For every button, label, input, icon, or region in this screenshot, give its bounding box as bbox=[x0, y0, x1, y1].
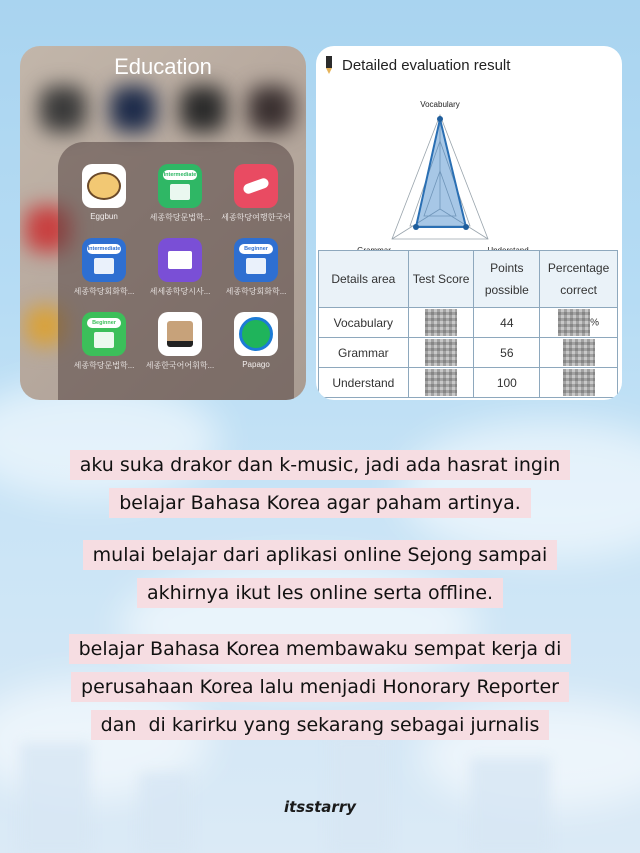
test-score-cell bbox=[408, 308, 474, 338]
percentage-cell bbox=[540, 368, 618, 398]
pencil-icon bbox=[324, 56, 334, 74]
evaluation-result-card bbox=[316, 46, 622, 400]
app-glyph bbox=[87, 172, 121, 200]
area-cell: Grammar bbox=[319, 338, 409, 368]
paragraph-1-text: aku suka drakor dan k-music, jadi ada hasrat ingin belajar Bahasa Korea agar paham artinya. bbox=[70, 450, 571, 518]
test-score-cell bbox=[408, 338, 474, 368]
app-item[interactable] bbox=[68, 312, 140, 371]
evaluation-table bbox=[318, 250, 618, 398]
app-glyph bbox=[242, 177, 270, 195]
app-item[interactable] bbox=[144, 238, 216, 297]
paragraph-3-text: belajar Bahasa Korea membawaku sempat kerja di perusahaan Korea lalu menjadi Honorary Reporter dan di karirku yang sekarang sebagai jurnalis bbox=[69, 634, 572, 740]
paragraph-1 bbox=[0, 446, 640, 522]
author-signature: itsstarry bbox=[283, 798, 357, 816]
app-item[interactable] bbox=[68, 238, 140, 297]
app-label: 세종학당문법학... bbox=[73, 361, 135, 370]
radar-label-vocabulary: Vocabulary bbox=[420, 100, 460, 109]
app-label: Papago bbox=[242, 360, 270, 369]
pixelated-percentage bbox=[563, 339, 595, 366]
test-score-cell bbox=[408, 368, 474, 398]
pixelated-score bbox=[425, 309, 457, 336]
blurred-app-icon bbox=[180, 86, 226, 132]
radar-point-understand bbox=[463, 224, 469, 230]
percentage-cell bbox=[540, 338, 618, 368]
sejong-news-icon bbox=[158, 238, 202, 282]
blurred-app-icon bbox=[40, 86, 86, 132]
sejong-grammar-beginner-icon bbox=[82, 312, 126, 356]
level-badge: Beginner bbox=[239, 244, 273, 254]
evaluation-header bbox=[324, 56, 510, 74]
col-percentage-correct: Percentage correct bbox=[540, 251, 618, 308]
app-label: 세종학당회화학... bbox=[73, 287, 135, 296]
sejong-grammar-intermediate-icon bbox=[158, 164, 202, 208]
building-silhouette bbox=[330, 733, 390, 853]
eggbun-icon bbox=[82, 164, 126, 208]
percent-suffix: % bbox=[590, 317, 600, 329]
points-possible-cell: 100 bbox=[474, 368, 540, 398]
sejong-travel-icon bbox=[234, 164, 278, 208]
app-item[interactable] bbox=[220, 164, 292, 223]
document-glyph bbox=[94, 258, 114, 274]
app-glyph bbox=[167, 321, 193, 347]
app-label: 세종학당문법학... bbox=[149, 213, 211, 222]
table-row bbox=[319, 338, 618, 368]
points-possible-cell: 56 bbox=[474, 338, 540, 368]
folder-panel bbox=[58, 142, 294, 400]
app-label: 세종학당회화학... bbox=[225, 287, 287, 296]
app-label: 세종학당여행한국어 bbox=[221, 213, 291, 222]
pixelated-percentage bbox=[558, 309, 590, 336]
paragraph-3 bbox=[0, 630, 640, 744]
level-badge: Intermediate bbox=[87, 246, 121, 252]
app-item[interactable] bbox=[220, 238, 292, 297]
app-folder-screenshot bbox=[20, 46, 306, 400]
table-row bbox=[319, 308, 618, 338]
paragraph-2 bbox=[0, 536, 640, 612]
app-label: Eggbun bbox=[90, 212, 118, 221]
area-cell: Understand bbox=[319, 368, 409, 398]
app-glyph bbox=[239, 317, 273, 351]
document-glyph bbox=[246, 258, 266, 274]
pixelated-score bbox=[425, 339, 457, 366]
table-row bbox=[319, 368, 618, 398]
level-badge: Beginner bbox=[87, 318, 121, 328]
col-details-area: Details area bbox=[319, 251, 409, 308]
area-cell: Vocabulary bbox=[319, 308, 409, 338]
app-item[interactable] bbox=[144, 164, 216, 223]
paragraph-2-text: mulai belajar dari aplikasi online Sejong sampai akhirnya ikut les online serta offline. bbox=[83, 540, 558, 608]
document-glyph bbox=[170, 184, 190, 200]
blurred-app-icon bbox=[248, 86, 294, 132]
sejong-conversation-beginner-icon bbox=[234, 238, 278, 282]
radar-chart bbox=[316, 86, 622, 261]
sejong-vocabulary-icon bbox=[158, 312, 202, 356]
blurred-app-icon bbox=[110, 86, 156, 132]
app-item[interactable] bbox=[144, 312, 216, 371]
level-badge: Intermediate bbox=[163, 172, 197, 178]
radar-point-grammar bbox=[413, 224, 419, 230]
points-possible-cell: 44 bbox=[474, 308, 540, 338]
app-label: 세종한국어어휘학... bbox=[145, 361, 215, 370]
app-item[interactable] bbox=[68, 164, 140, 221]
evaluation-title: Detailed evaluation result bbox=[342, 56, 511, 74]
document-glyph bbox=[94, 332, 114, 348]
percentage-cell bbox=[540, 308, 618, 338]
radar-point-vocabulary bbox=[437, 116, 443, 122]
papago-icon bbox=[234, 312, 278, 356]
pixelated-score bbox=[425, 369, 457, 396]
folder-title: Education bbox=[114, 54, 212, 79]
app-glyph bbox=[168, 251, 192, 269]
table-header-row bbox=[319, 251, 618, 308]
app-label: 세세종학당시사... bbox=[149, 287, 211, 296]
col-points-possible: Points possible bbox=[474, 251, 540, 308]
col-test-score: Test Score bbox=[408, 251, 474, 308]
sejong-conversation-intermediate-icon bbox=[82, 238, 126, 282]
app-item[interactable] bbox=[220, 312, 292, 369]
pixelated-percentage bbox=[563, 369, 595, 396]
radar-score-area bbox=[416, 119, 466, 227]
